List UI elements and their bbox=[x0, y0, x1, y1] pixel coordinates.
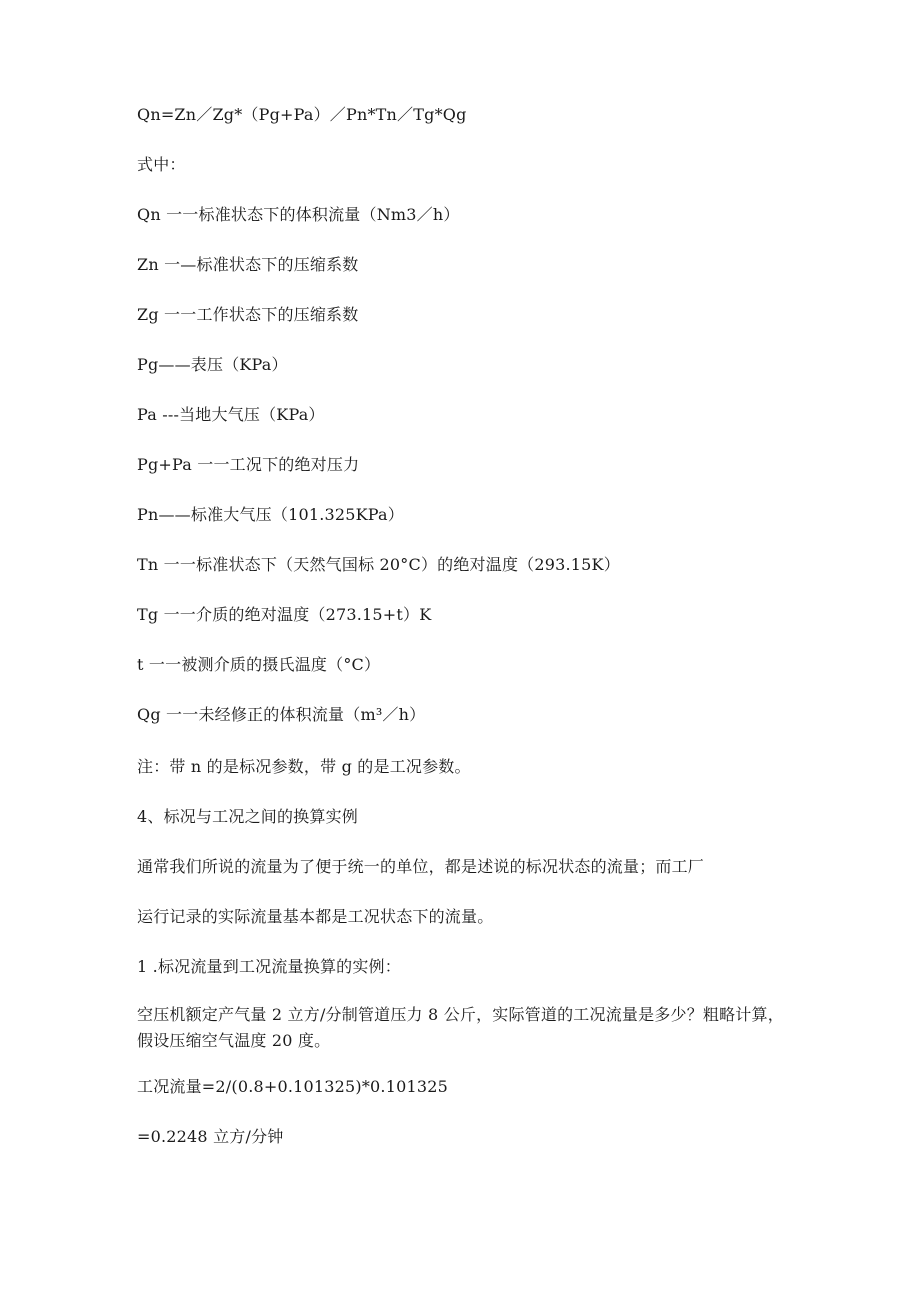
definition-zg: Zg 一一工作状态下的压缩系数 bbox=[137, 305, 359, 324]
calculation-line: 工况流量=2/(0.8+0.101325)*0.101325 bbox=[137, 1077, 449, 1096]
definition-pg: Pg——表压（KPa） bbox=[137, 355, 288, 374]
definition-qn: Qn 一一标准状态下的体积流量（Nm3／h） bbox=[137, 205, 460, 224]
where-label: 式中： bbox=[137, 155, 186, 174]
definition-tn: Tn 一一标准状态下（天然气国标 20°C）的绝对温度（293.15K） bbox=[137, 555, 620, 574]
definition-t: t 一一被测介质的摄氏温度（°C） bbox=[137, 655, 381, 674]
definition-tg: Tg 一一介质的绝对温度（273.15+t）K bbox=[137, 605, 432, 624]
definition-zn: Zn 一—标准状态下的压缩系数 bbox=[137, 255, 359, 274]
definition-pa: Pa ---当地大气压（KPa） bbox=[137, 405, 325, 424]
body-paragraph: 运行记录的实际流量基本都是工况状态下的流量。 bbox=[137, 907, 494, 926]
body-paragraph: 通常我们所说的流量为了便于统一的单位，都是述说的标况状态的流量；而工厂 bbox=[137, 857, 705, 876]
definition-pg-pa: Pg+Pa 一一工况下的绝对压力 bbox=[137, 455, 360, 474]
note-paragraph: 注：带 n 的是标况参数，带 g 的是工况参数。 bbox=[137, 757, 471, 776]
example-heading: 1 .标况流量到工况流量换算的实例： bbox=[137, 957, 401, 976]
definition-qg: Qg 一一未经修正的体积流量（m³／h） bbox=[137, 705, 426, 724]
section-heading: 4、标况与工况之间的换算实例 bbox=[137, 807, 358, 826]
definition-pn: Pn——标准大气压（101.325KPa） bbox=[137, 505, 404, 524]
result-line: =0.2248 立方/分钟 bbox=[137, 1127, 284, 1146]
formula-line: Qn=Zn／Zg*（Pg+Pa）／Pn*Tn／Tg*Qg bbox=[137, 105, 467, 124]
example-question: 空压机额定产气量 2 立方/分制管道压力 8 公斤，实际管道的工况流量是多少？粗略计算，假设压缩空气温度 20 度。 bbox=[137, 1005, 784, 1050]
